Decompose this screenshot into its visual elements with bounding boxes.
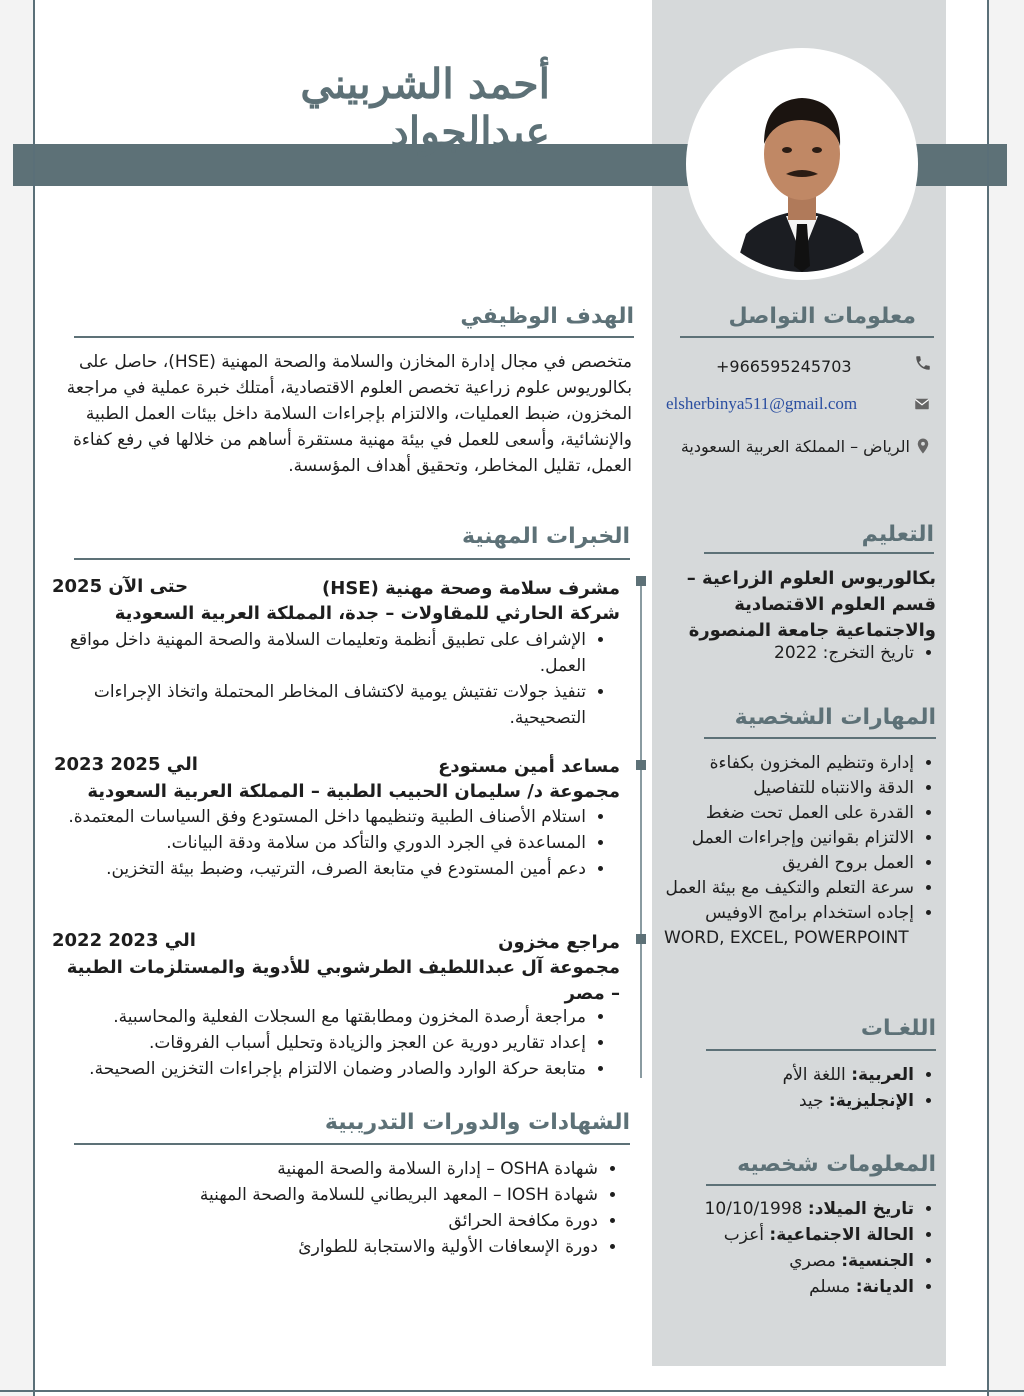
- personal-list: [670, 1196, 936, 1300]
- job-task: • تنفيذ جولات تفتيش يومية لاكتشاف المخاطر المحتملة واتخاذ الإجراءات التصحيحية.: [60, 679, 586, 731]
- objective-title: الهدف الوظيفي: [460, 304, 634, 329]
- email-link[interactable]: elsherbinya511@gmail.com: [666, 394, 858, 413]
- objective-title-underline: [74, 336, 634, 338]
- language-name: الإنجليزية:: [828, 1091, 914, 1111]
- education-title: التعليم: [861, 522, 934, 547]
- personal-label: الجنسية:: [841, 1251, 914, 1271]
- profile-photo-frame: [686, 48, 918, 280]
- contact-title-underline: [680, 336, 934, 338]
- job-title: مساعد أمين مستودع: [438, 756, 620, 777]
- page-border-bottom: [0, 1390, 1024, 1392]
- education-degree: بكالوريوس العلوم الزراعية – قسم العلوم الاقتصادية والاجتماعية جامعة المنصورة: [686, 568, 936, 641]
- job-tasks: [60, 804, 620, 882]
- job-company: مجموعة آل عبداللطيف الطرشوبي للأدوية والمستلزمات الطبية – مصر: [66, 957, 620, 1004]
- skill-item: • القدرة على العمل تحت ضغط: [660, 801, 914, 826]
- certificates-title-underline: [74, 1143, 630, 1145]
- certificates-title: الشهادات والدورات التدريبية: [324, 1110, 630, 1135]
- skills-title-underline: [704, 737, 936, 739]
- graduation-year: 2022: [774, 643, 818, 663]
- skill-item: • الدقة والانتباه للتفاصيل: [660, 776, 914, 801]
- objective-text: متخصص في مجال إدارة المخازن والسلامة والصحة المهنية (HSE)، حاصل على بكالوريوس علوم زراعية تخصص العلوم الاقتصادية، أمتلك خبرة عملية في مراجعة المخزون، ضبط العمليات، والالتزام بإجراءات السلامة داخل بيئات العمل الطبية والإنشائية، وأسعى للعمل في بيئة مهنية مستقرة أساهم من خلالها في رفع كفاءة العمل، تقليل المخاطر، وتحقيق أهداف المؤسسة.: [66, 352, 632, 476]
- phone-number[interactable]: +966595245703: [716, 357, 852, 376]
- education-title-underline: [704, 552, 934, 554]
- certificates-list: [100, 1156, 620, 1260]
- timeline-marker: [636, 576, 646, 586]
- experience-timeline: [640, 580, 642, 1078]
- map-pin-icon: [914, 437, 932, 455]
- job-tasks: [44, 1004, 620, 1082]
- skill-item: • إدارة وتنظيم المخزون بكفاءة: [660, 751, 914, 776]
- experience-title: الخبرات المهنية: [461, 524, 630, 549]
- language-level: جيد: [798, 1091, 824, 1111]
- candidate-name: أحمد الشربيني عبدالجواد: [300, 60, 550, 156]
- personal-title-underline: [706, 1184, 936, 1186]
- certificate-item: • دورة الإسعافات الأولية والاستجابة للطوارئ: [100, 1234, 598, 1260]
- job-date: 2022 الي 2023: [52, 930, 196, 951]
- experience-title-underline: [74, 558, 630, 560]
- contact-title: معلومات التواصل: [728, 304, 916, 329]
- personal-value: 10/10/1998: [704, 1199, 803, 1219]
- personal-value: أعزب: [723, 1225, 765, 1245]
- job-tasks: [60, 627, 620, 731]
- job-task: • مراجعة أرصدة المخزون ومطابقتها مع السجلات الفعلية والمحاسبية.: [44, 1004, 586, 1030]
- skills-title: المهارات الشخصية: [734, 705, 936, 730]
- language-level: اللغة الأم: [782, 1065, 846, 1085]
- languages-list: [700, 1062, 936, 1114]
- office-apps: WORD, EXCEL, POWERPOINT: [664, 928, 909, 948]
- profile-photo: [694, 56, 910, 272]
- job-title: مشرف سلامة وصحة مهنية (HSE): [322, 578, 620, 599]
- job-company: شركة الحارثي للمقاولات – جدة، المملكة العربية السعودية: [114, 603, 620, 624]
- personal-value: مسلم: [809, 1277, 851, 1297]
- page-border-right: [987, 0, 989, 1396]
- personal-title: المعلومات شخصيه: [737, 1152, 936, 1177]
- graduation-label: تاريخ التخرج:: [822, 643, 914, 663]
- personal-value: مصري: [789, 1251, 836, 1271]
- languages-title: اللغـات: [860, 1016, 936, 1041]
- skill-item: • إجاده استخدام برامج الاوفيس: [660, 901, 914, 926]
- personal-label: الحالة الاجتماعية:: [769, 1225, 914, 1245]
- timeline-marker: [636, 934, 646, 944]
- location-text: الرياض – المملكة العربية السعودية: [680, 437, 910, 456]
- job-task: • استلام الأصناف الطبية وتنظيمها داخل المستودع وفق السياسات المعتمدة.: [60, 804, 586, 830]
- job-task: • دعم أمين المستودع في متابعة الصرف، الترتيب، وضبط بيئة التخزين.: [60, 856, 586, 882]
- certificate-item: • شهادة OSHA – إدارة السلامة والصحة المهنية: [100, 1156, 598, 1182]
- job-date: 2025 حتى الآن: [52, 576, 189, 597]
- graduation-row: [678, 640, 936, 666]
- job-company: مجموعة د/ سليمان الحبيب الطبية – المملكة العربية السعودية: [87, 781, 620, 802]
- page-border-left: [33, 0, 35, 1396]
- certificate-item: • دورة مكافحة الحرائق: [100, 1208, 598, 1234]
- skill-item: • سرعة التعلم والتكيف مع بيئة العمل: [660, 876, 914, 901]
- certificate-item: • شهادة IOSH – المعهد البريطاني للسلامة والصحة المهنية: [100, 1182, 598, 1208]
- timeline-marker: [636, 760, 646, 770]
- languages-title-underline: [706, 1049, 936, 1051]
- skill-item: • العمل بروح الفريق: [660, 851, 914, 876]
- personal-label: الديانة:: [855, 1277, 914, 1297]
- job-date: 2023 الي 2025: [54, 754, 198, 775]
- skill-item: • الالتزام بقوانين وإجراءات العمل: [660, 826, 914, 851]
- job-task: • الإشراف على تطبيق أنظمة وتعليمات السلامة والصحة المهنية داخل مواقع العمل.: [60, 627, 586, 679]
- phone-icon: [914, 354, 932, 372]
- job-title: مراجع مخزون: [498, 932, 620, 953]
- job-task: • متابعة حركة الوارد والصادر وضمان الالتزام بإجراءات التخزين الصحيحة.: [44, 1056, 586, 1082]
- job-task: • إعداد تقارير دورية عن العجز والزيادة وتحليل أسباب الفروقات.: [44, 1030, 586, 1056]
- language-name: العربية:: [851, 1065, 914, 1085]
- job-task: • المساعدة في الجرد الدوري والتأكد من سلامة ودقة البيانات.: [60, 830, 586, 856]
- skills-list: [660, 751, 936, 951]
- envelope-icon: [913, 395, 931, 413]
- personal-label: تاريخ الميلاد:: [807, 1199, 914, 1219]
- person-portrait-icon: [694, 56, 910, 272]
